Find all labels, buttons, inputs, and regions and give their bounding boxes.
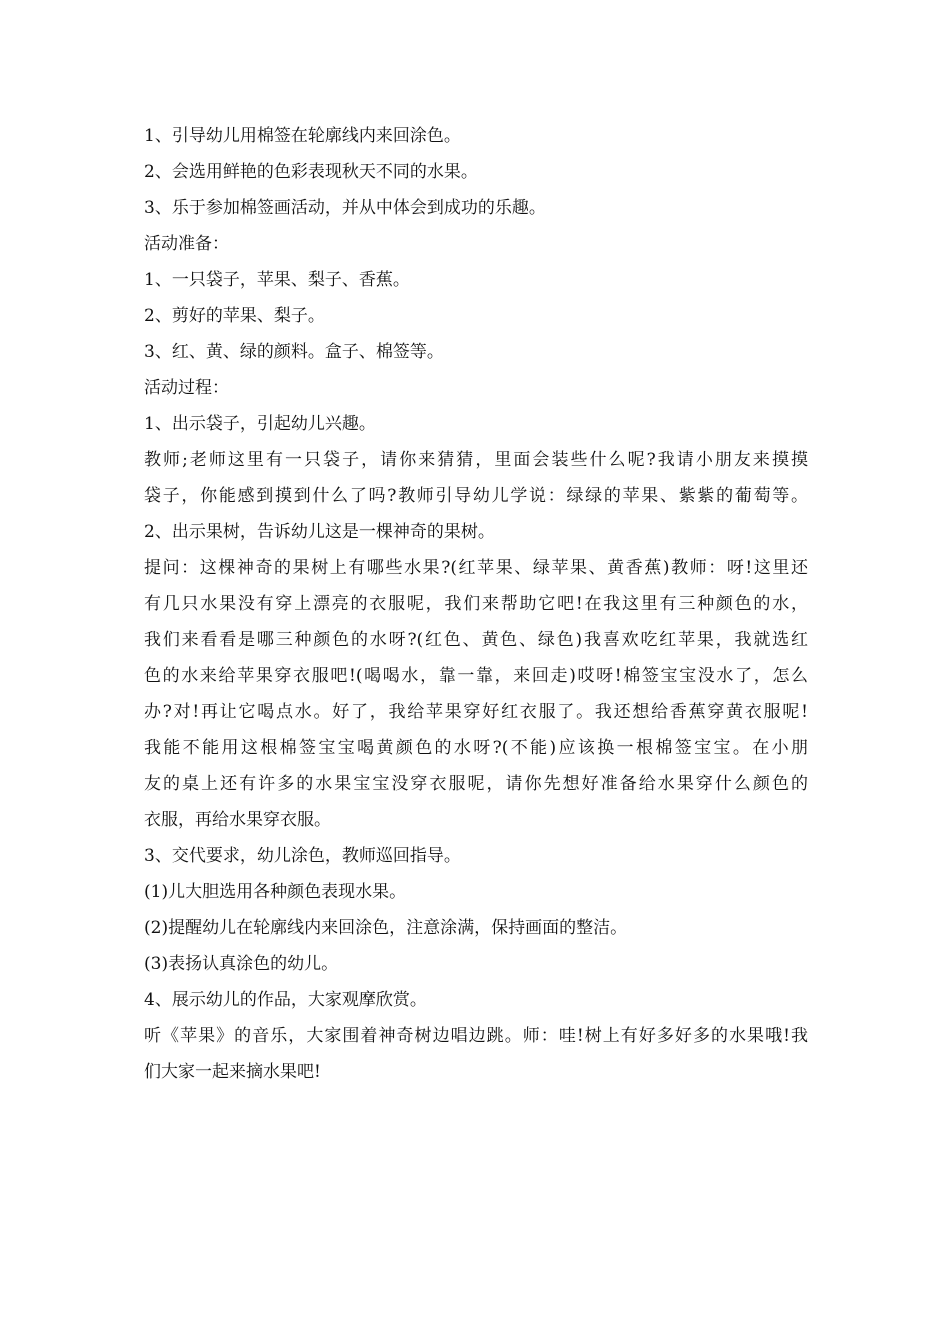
text-line: 1、出示袋子，引起幼儿兴趣。 — [144, 414, 376, 434]
text-line: 办?对!再让它喝点水。好了，我给苹果穿好红衣服了。我还想给香蕉穿黄衣服呢! — [144, 702, 808, 722]
text-line: 3、红、黄、绿的颜料。盒子、棉签等。 — [144, 342, 444, 362]
text-line: 友的桌上还有许多的水果宝宝没穿衣服呢，请你先想好准备给水果穿什么颜色的 — [144, 774, 808, 794]
text-line: (2)提醒幼儿在轮廓线内来回涂色，注意涂满，保持画面的整洁。 — [144, 918, 628, 938]
text-line: (3)表扬认真涂色的幼儿。 — [144, 954, 339, 974]
text-line: 听《苹果》的音乐，大家围着神奇树边唱边跳。师：哇!树上有好多好多的水果哦!我 — [144, 1026, 808, 1046]
text-line: 袋子，你能感到摸到什么了吗?教师引导幼儿学说：绿绿的苹果、紫紫的葡萄等。 — [144, 486, 808, 506]
text-line: 提问：这棵神奇的果树上有哪些水果?(红苹果、绿苹果、黄香蕉)教师：呀!这里还 — [144, 558, 808, 578]
text-line: 1、一只袋子，苹果、梨子、香蕉。 — [144, 270, 410, 290]
text-line: 们大家一起来摘水果吧! — [144, 1062, 321, 1082]
text-line: (1)儿大胆选用各种颜色表现水果。 — [144, 882, 407, 902]
text-line: 活动过程： — [144, 378, 229, 398]
text-line: 3、乐于参加棉签画活动，并从中体会到成功的乐趣。 — [144, 198, 546, 218]
text-line: 我能不能用这根棉签宝宝喝黄颜色的水呀?(不能)应该换一根棉签宝宝。在小朋 — [144, 738, 808, 758]
text-line: 有几只水果没有穿上漂亮的衣服呢，我们来帮助它吧!在我这里有三种颜色的水， — [144, 594, 808, 614]
text-line: 活动准备： — [144, 234, 229, 254]
text-line: 2、出示果树，告诉幼儿这是一棵神奇的果树。 — [144, 522, 495, 542]
document-body — [144, 118, 808, 1090]
text-line: 4、展示幼儿的作品，大家观摩欣赏。 — [144, 990, 427, 1010]
text-line: 2、剪好的苹果、梨子。 — [144, 306, 325, 326]
text-line: 3、交代要求，幼儿涂色，教师巡回指导。 — [144, 846, 461, 866]
text-line: 1、引导幼儿用棉签在轮廓线内来回涂色。 — [144, 126, 461, 146]
text-line: 教师;老师这里有一只袋子，请你来猜猜，里面会装些什么呢?我请小朋友来摸摸 — [144, 450, 808, 470]
text-line: 我们来看看是哪三种颜色的水呀?(红色、黄色、绿色)我喜欢吃红苹果，我就选红 — [144, 630, 808, 650]
text-line: 衣服，再给水果穿衣服。 — [144, 810, 331, 830]
text-line: 色的水来给苹果穿衣服吧!(喝喝水，靠一靠，来回走)哎呀!棉签宝宝没水了，怎么 — [144, 666, 808, 686]
text-line: 2、会选用鲜艳的色彩表现秋天不同的水果。 — [144, 162, 478, 182]
